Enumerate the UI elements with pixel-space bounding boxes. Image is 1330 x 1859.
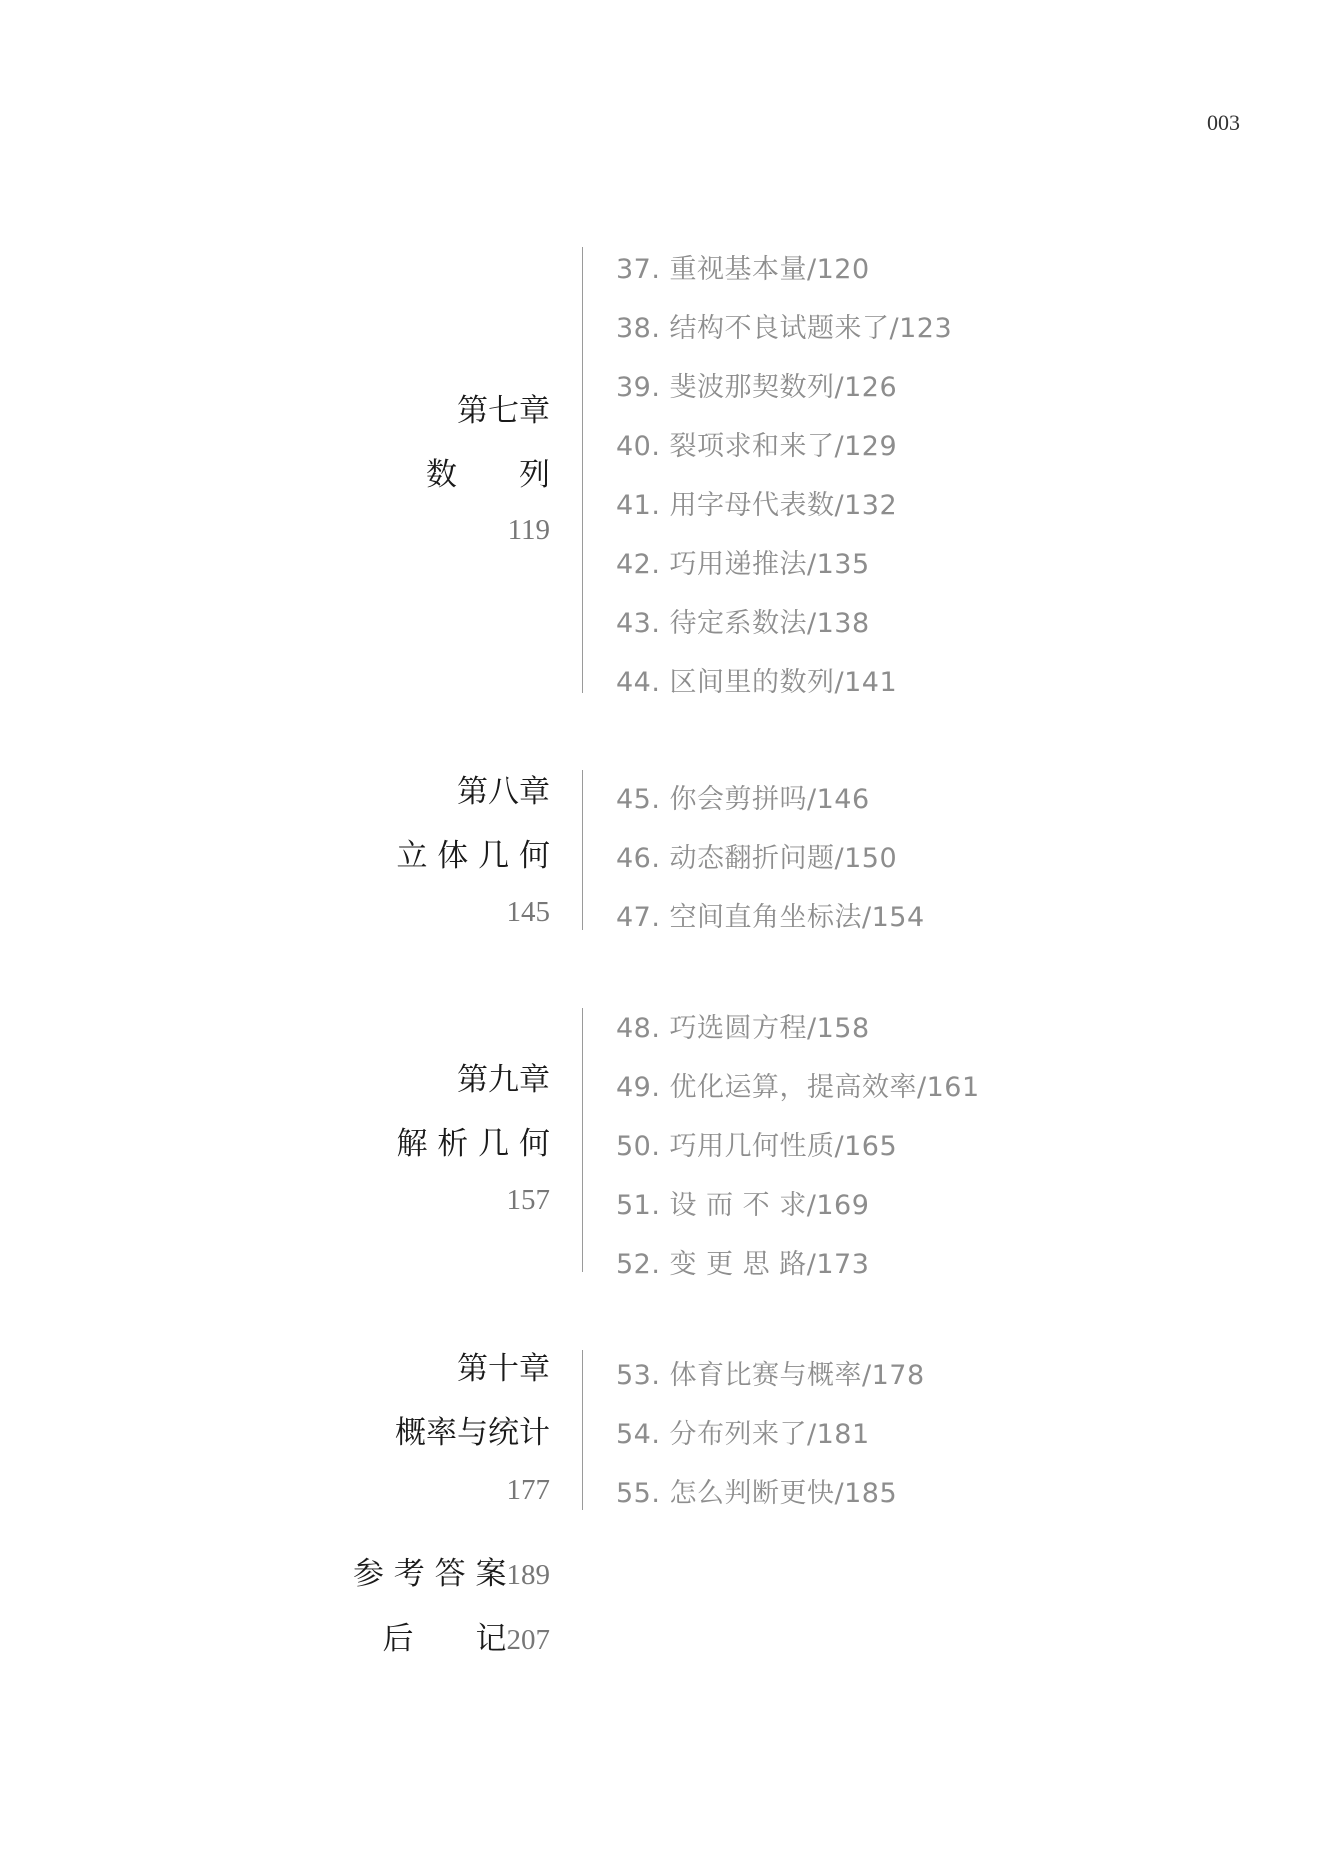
section-item[interactable]: 53. 体育比赛与概率/178 [616, 1360, 925, 1391]
chapter-page: 145 [506, 896, 550, 928]
section-item[interactable]: 52. 变 更 思 路/173 [616, 1249, 870, 1280]
chapter-divider [582, 770, 583, 930]
chapter-subject[interactable]: 立 体 几 何 [396, 838, 550, 874]
appendix-page: 207 [506, 1624, 550, 1656]
section-item[interactable]: 55. 怎么判断更快/185 [616, 1478, 898, 1509]
section-item[interactable]: 51. 设 而 不 求/169 [616, 1190, 870, 1221]
chapter-title[interactable]: 第八章 [457, 774, 550, 810]
appendix-afterword[interactable] [383, 1613, 551, 1658]
chapter-subject[interactable]: 数 列 [426, 457, 550, 493]
section-item[interactable]: 44. 区间里的数列/141 [616, 667, 898, 698]
section-item[interactable]: 47. 空间直角坐标法/154 [616, 902, 925, 933]
section-item[interactable]: 54. 分布列来了/181 [616, 1419, 870, 1450]
chapter-title[interactable]: 第十章 [457, 1351, 550, 1387]
chapter-page: 119 [507, 514, 550, 546]
section-item[interactable]: 45. 你会剪拼吗/146 [616, 784, 870, 815]
chapter-divider [582, 1350, 583, 1510]
section-item[interactable]: 48. 巧选圆方程/158 [616, 1013, 870, 1044]
section-item[interactable]: 37. 重视基本量/120 [616, 254, 870, 285]
chapter-title[interactable]: 第九章 [457, 1062, 550, 1098]
appendix-answers[interactable] [353, 1548, 550, 1593]
section-item[interactable]: 41. 用字母代表数/132 [616, 490, 898, 521]
section-item[interactable]: 43. 待定系数法/138 [616, 608, 870, 639]
appendix-label: 后 记 [382, 1621, 507, 1657]
chapter-divider [582, 1008, 583, 1272]
appendix-page: 189 [506, 1559, 550, 1591]
section-item[interactable]: 46. 动态翻折问题/150 [616, 843, 898, 874]
chapter-subject[interactable]: 解 析 几 何 [396, 1126, 550, 1162]
section-item[interactable]: 49. 优化运算，提高效率/161 [616, 1072, 980, 1103]
chapter-page: 177 [506, 1474, 550, 1506]
section-item[interactable]: 38. 结构不良试题来了/123 [616, 313, 953, 344]
chapter-subject[interactable]: 概率与统计 [395, 1415, 550, 1451]
section-item[interactable]: 39. 斐波那契数列/126 [616, 372, 898, 403]
section-item[interactable]: 40. 裂项求和来了/129 [616, 431, 898, 462]
section-item[interactable]: 42. 巧用递推法/135 [616, 549, 870, 580]
section-item[interactable]: 50. 巧用几何性质/165 [616, 1131, 898, 1162]
chapter-title[interactable]: 第七章 [457, 393, 550, 429]
page-number: 003 [1207, 110, 1240, 135]
chapter-page: 157 [506, 1184, 550, 1216]
appendix-label: 参 考 答 案 [352, 1556, 507, 1592]
chapter-divider [582, 247, 583, 693]
